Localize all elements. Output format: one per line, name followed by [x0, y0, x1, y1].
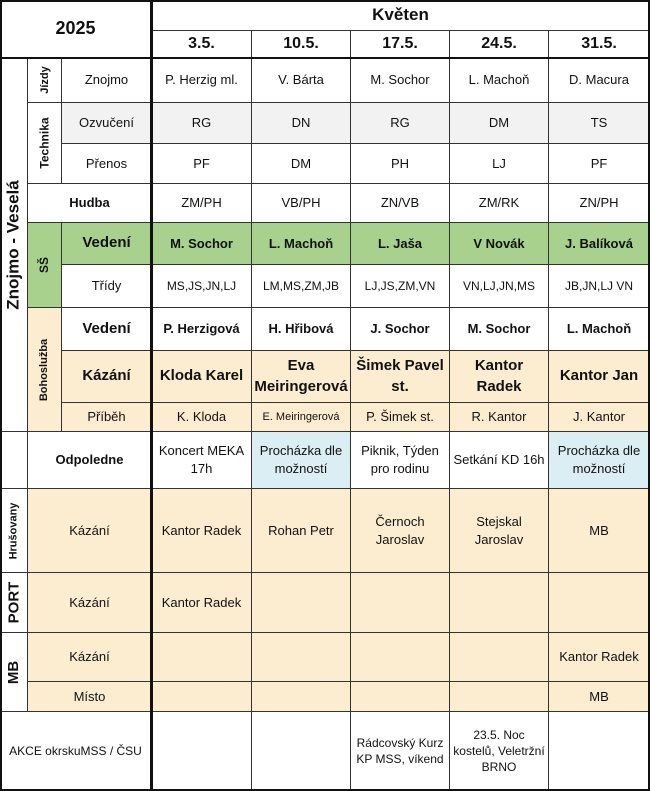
cell-mb-misto [351, 682, 450, 712]
cell-prenos: DM [252, 144, 351, 184]
cell-akce [252, 712, 351, 791]
cell-hudba: ZM/PH [152, 184, 252, 223]
row-label-mb-misto: Místo [28, 682, 152, 712]
cell-tridy: VN,LJ,JN,MS [450, 265, 549, 308]
cell-mb-kazani [450, 633, 549, 682]
group-znojmo-vesela [0, 58, 28, 432]
row-label-pribeh: Příběh [62, 403, 152, 432]
cell-hudba: ZN/VB [351, 184, 450, 223]
row-label-port-kazani: Kázání [28, 573, 152, 633]
cell-znojmo: P. Herzig ml. [152, 58, 252, 103]
cell-odpoledne: Piknik, Týden pro rodinu [351, 432, 450, 489]
cell-pribeh: R. Kantor [450, 403, 549, 432]
date-header: 31.5. [549, 31, 650, 58]
cell-mb-misto [152, 682, 252, 712]
row-label-akce: AKCE okrskuMSS / ČSU [0, 712, 152, 791]
cell-hudba: ZM/RK [450, 184, 549, 223]
cell-kazani: Eva Meiringerová [252, 351, 351, 403]
row-label-znojmo: Znojmo [62, 58, 152, 103]
cell-prenos: LJ [450, 144, 549, 184]
cell-prenos: PF [549, 144, 650, 184]
group-mb [0, 633, 28, 712]
empty-cell [0, 432, 28, 489]
cell-boh-vedeni: L. Machoň [549, 308, 650, 351]
cell-ozvuceni: RG [152, 103, 252, 144]
cell-pribeh: K. Kloda [152, 403, 252, 432]
group-technika [28, 103, 62, 184]
group-bohosluzba [28, 308, 62, 432]
cell-ss-vedeni: L. Jaša [351, 223, 450, 265]
cell-odpoledne: Procházka dle možností [549, 432, 650, 489]
cell-ss-vedeni: J. Balíková [549, 223, 650, 265]
row-label-ozvuceni: Ozvučení [62, 103, 152, 144]
group-jizdy [28, 58, 62, 103]
cell-hrus-kazani: Stejskal Jaroslav [450, 489, 549, 573]
row-label-mb-kazani: Kázání [28, 633, 152, 682]
row-label-prenos: Přenos [62, 144, 152, 184]
cell-ss-vedeni: L. Machoň [252, 223, 351, 265]
month-header: Květen [152, 0, 650, 31]
cell-znojmo: D. Macura [549, 58, 650, 103]
group-bohosluzba-label: Bohoslužba [38, 338, 51, 401]
cell-akce [152, 712, 252, 791]
group-port [0, 573, 28, 633]
cell-hrus-kazani: MB [549, 489, 650, 573]
group-ss [28, 223, 62, 308]
group-port-label: PORT [5, 581, 23, 624]
cell-pribeh: P. Šimek st. [351, 403, 450, 432]
cell-tridy: LJ,JS,ZM,VN [351, 265, 450, 308]
cell-mb-kazani [152, 633, 252, 682]
cell-odpoledne: Koncert MEKA 17h [152, 432, 252, 489]
cell-boh-vedeni: J. Sochor [351, 308, 450, 351]
cell-akce: Rádcovský Kurz KP MSS, víkend [351, 712, 450, 791]
cell-ss-vedeni: M. Sochor [152, 223, 252, 265]
group-technika-label: Technika [37, 117, 52, 169]
cell-tridy: MS,JS,JN,LJ [152, 265, 252, 308]
cell-boh-vedeni: M. Sochor [450, 308, 549, 351]
cell-boh-vedeni: H. Hřibová [252, 308, 351, 351]
row-label-boh-vedeni: Vedení [62, 308, 152, 351]
row-label-odpoledne: Odpoledne [28, 432, 152, 489]
group-jizdy-label: Jízdy [38, 66, 51, 94]
cell-port-kazani [549, 573, 650, 633]
cell-hrus-kazani: Černoch Jaroslav [351, 489, 450, 573]
group-ss-label: SŠ [37, 256, 52, 274]
cell-kazani: Kloda Karel [152, 351, 252, 403]
cell-kazani: Kantor Jan [549, 351, 650, 403]
cell-boh-vedeni: P. Herzigová [152, 308, 252, 351]
cell-kazani: Kantor Radek [450, 351, 549, 403]
cell-akce [549, 712, 650, 791]
cell-ss-vedeni: V Novák [450, 223, 549, 265]
cell-port-kazani: Kantor Radek [152, 573, 252, 633]
row-label-kazani: Kázání [62, 351, 152, 403]
cell-odpoledne: Setkání KD 16h [450, 432, 549, 489]
date-header: 3.5. [152, 31, 252, 58]
cell-znojmo: M. Sochor [351, 58, 450, 103]
cell-port-kazani [252, 573, 351, 633]
cell-hudba: ZN/PH [549, 184, 650, 223]
cell-hrus-kazani: Rohan Petr [252, 489, 351, 573]
cell-mb-kazani: Kantor Radek [549, 633, 650, 682]
date-header: 24.5. [450, 31, 549, 58]
cell-mb-misto: MB [549, 682, 650, 712]
cell-port-kazani [450, 573, 549, 633]
cell-mb-misto [450, 682, 549, 712]
cell-tridy: LM,MS,ZM,JB [252, 265, 351, 308]
cell-prenos: PF [152, 144, 252, 184]
cell-ozvuceni: TS [549, 103, 650, 144]
cell-mb-misto [252, 682, 351, 712]
cell-port-kazani [351, 573, 450, 633]
year-header: 2025 [0, 0, 152, 58]
group-hrusovany-label: Hrušovany [7, 502, 20, 559]
cell-ozvuceni: DM [450, 103, 549, 144]
cell-ozvuceni: DN [252, 103, 351, 144]
cell-kazani: Šimek Pavel st. [351, 351, 450, 403]
row-label-tridy: Třídy [62, 265, 152, 308]
cell-pribeh: E. Meiringerová [252, 403, 351, 432]
cell-pribeh: J. Kantor [549, 403, 650, 432]
cell-mb-kazani [351, 633, 450, 682]
cell-znojmo: L. Machoň [450, 58, 549, 103]
cell-ozvuceni: RG [351, 103, 450, 144]
row-label-ss-vedeni: Vedení [62, 223, 152, 265]
group-hrusovany [0, 489, 28, 573]
cell-akce: 23.5. Noc kostelů, Veletržní BRNO [450, 712, 549, 791]
cell-hrus-kazani: Kantor Radek [152, 489, 252, 573]
cell-prenos: PH [351, 144, 450, 184]
date-header: 17.5. [351, 31, 450, 58]
group-mb-label: MB [4, 660, 22, 684]
cell-znojmo: V. Bárta [252, 58, 351, 103]
cell-tridy: JB,JN,LJ VN [549, 265, 650, 308]
cell-mb-kazani [252, 633, 351, 682]
group-znojmo-vesela-label: Znojmo - Veselá [3, 179, 23, 310]
row-label-hudba: Hudba [28, 184, 152, 223]
row-label-hrus-kazani: Kázání [28, 489, 152, 573]
cell-hudba: VB/PH [252, 184, 351, 223]
cell-odpoledne: Procházka dle možností [252, 432, 351, 489]
date-header: 10.5. [252, 31, 351, 58]
